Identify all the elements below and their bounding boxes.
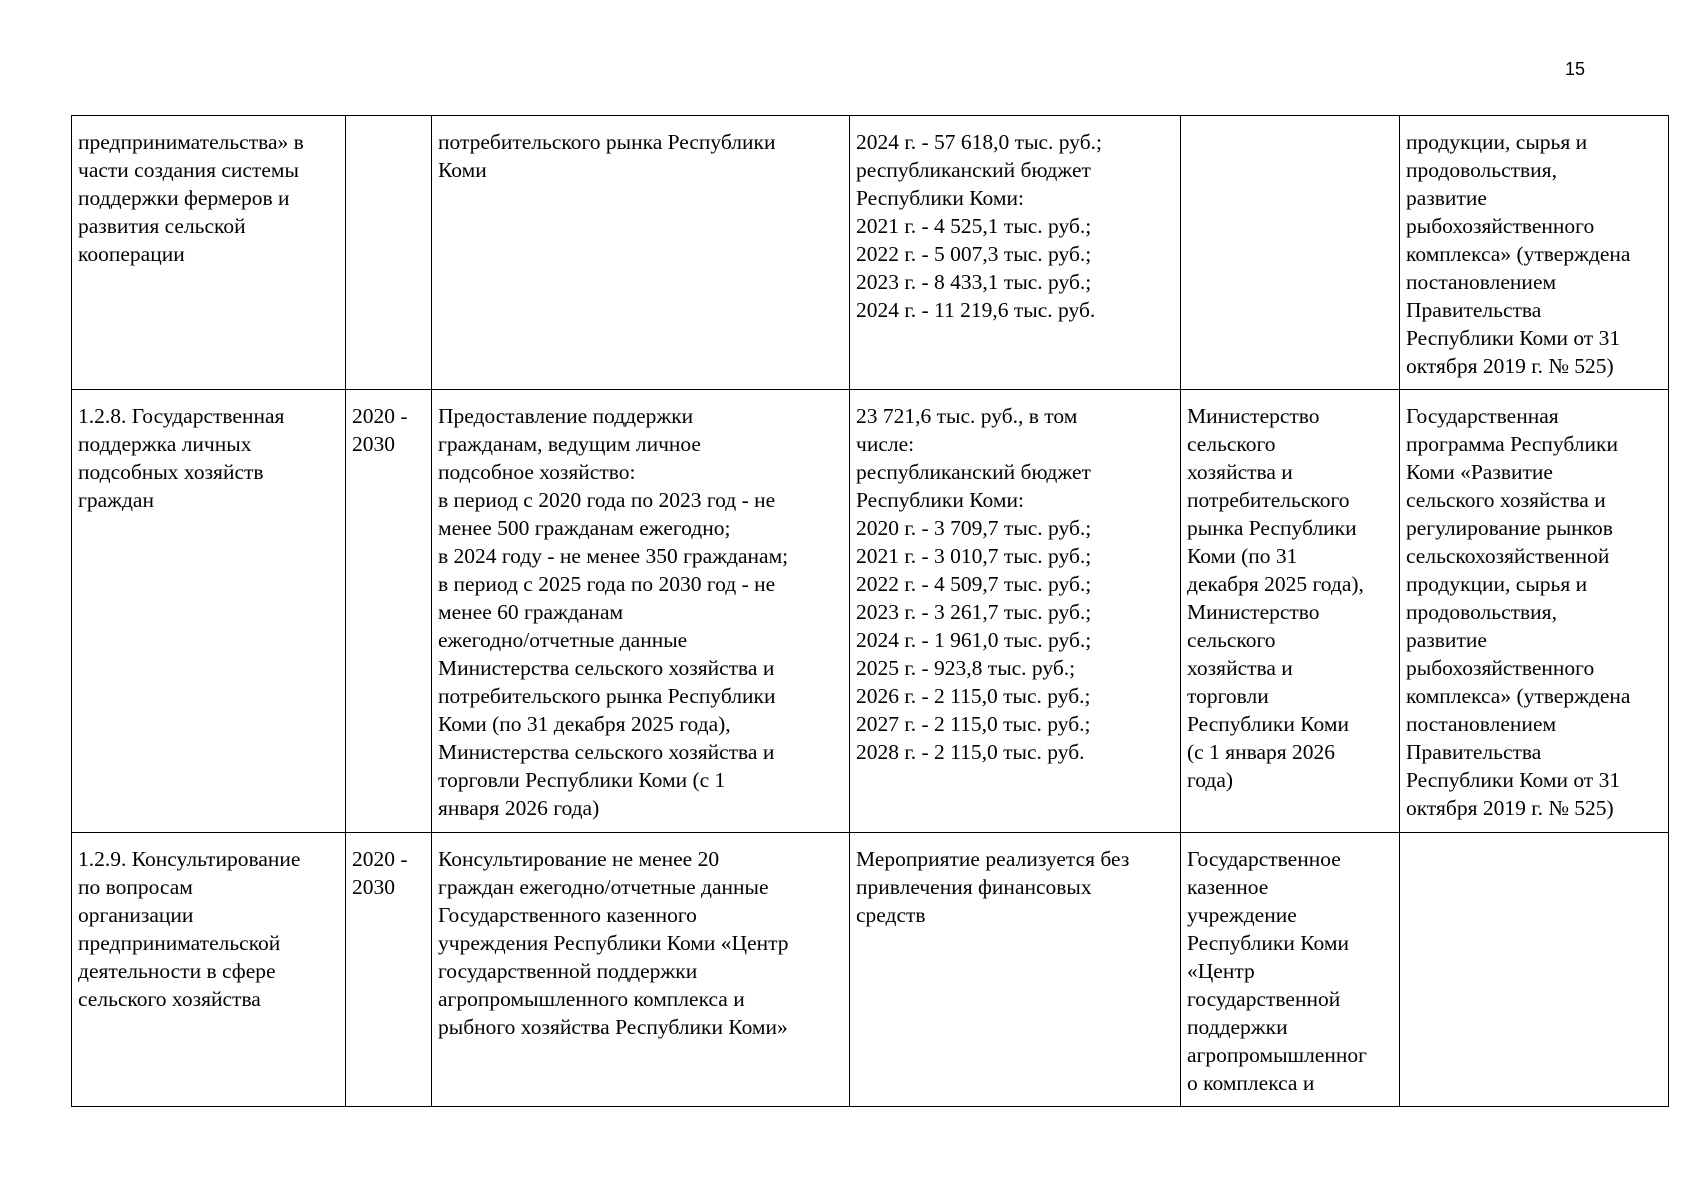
cell-funding: 23 721,6 тыс. руб., в том числе: республиканский бюджет Республики Коми: 2020 г. - 3 709,7 тыс. руб.; 2021 г. - 3 010,7 тыс. руб.; 2022 г. - 4 509,7 тыс. руб.; 2023 г. - 3 261,7 тыс. руб.; 2024 г. - 1 961,0 тыс. руб.; 2025 г. - 923,8 тыс. руб.; 2026 г. - 2 115,0 тыс. руб.; 2027 г. - 2 115,0 тыс. руб.; 2028 г. - 2 115,0 тыс. руб.: [850, 390, 1181, 833]
cell-activity: предпринимательства» в части создания системы поддержки фермеров и развития сельской кооперации: [72, 116, 346, 390]
cell-indicator: потребительского рынка Республики Коми: [432, 116, 850, 390]
cell-indicator: Консультирование не менее 20 граждан ежегодно/отчетные данные Государственного казенного учреждения Республики Коми «Центр государственной поддержки агропромышленного комплекса и рыбного хозяйства Республики Коми»: [432, 833, 850, 1107]
cell-program: Государственная программа Республики Коми «Развитие сельского хозяйства и регулирование рынков сельскохозяйственной продукции, сырья и продовольствия, развитие рыбохозяйственного комплекса» (утверждена постановлением Правительства Республики Коми от 31 октября 2019 г. № 525): [1400, 390, 1669, 833]
cell-activity: 1.2.8. Государственная поддержка личных подсобных хозяйств граждан: [72, 390, 346, 833]
page-number: 15: [1564, 59, 1586, 79]
cell-indicator: Предоставление поддержки гражданам, ведущим личное подсобное хозяйство: в период с 2020 года по 2023 год - не менее 500 гражданам ежегодно; в 2024 году - не менее 350 гражданам; в период с 2025 года по 2030 год - не менее 60 гражданам ежегодно/отчетные данные Министерства сельского хозяйства и потребительского рынка Республики Коми (по 31 декабря 2025 года), Министерства сельского хозяйства и торговли Республики Коми (с 1 января 2026 года): [432, 390, 850, 833]
table-row: [72, 116, 1669, 390]
cell-activity: 1.2.9. Консультирование по вопросам организации предпринимательской деятельности в сфере сельского хозяйства: [72, 833, 346, 1107]
cell-program: продукции, сырья и продовольствия, развитие рыбохозяйственного комплекса» (утверждена постановлением Правительства Республики Коми от 31 октября 2019 г. № 525): [1400, 116, 1669, 390]
cell-funding: Мероприятие реализуется без привлечения финансовых средств: [850, 833, 1181, 1107]
cell-period: 2020 - 2030: [346, 390, 432, 833]
cell-period: [346, 116, 432, 390]
cell-responsible: Государственное казенное учреждение Республики Коми «Центр государственной поддержки агропромышленног о комплекса и: [1181, 833, 1400, 1107]
cell-responsible: Министерство сельского хозяйства и потребительского рынка Республики Коми (по 31 декабря 2025 года), Министерство сельского хозяйства и торговли Республики Коми (с 1 января 2026 года): [1181, 390, 1400, 833]
table-row: [72, 390, 1669, 833]
cell-program: [1400, 833, 1669, 1107]
measures-table: [71, 115, 1669, 1107]
cell-period: 2020 - 2030: [346, 833, 432, 1107]
cell-responsible: [1181, 116, 1400, 390]
table-row: [72, 833, 1669, 1107]
cell-funding: 2024 г. - 57 618,0 тыс. руб.; республиканский бюджет Республики Коми: 2021 г. - 4 525,1 тыс. руб.; 2022 г. - 5 007,3 тыс. руб.; 2023 г. - 8 433,1 тыс. руб.; 2024 г. - 11 219,6 тыс. руб.: [850, 116, 1181, 390]
